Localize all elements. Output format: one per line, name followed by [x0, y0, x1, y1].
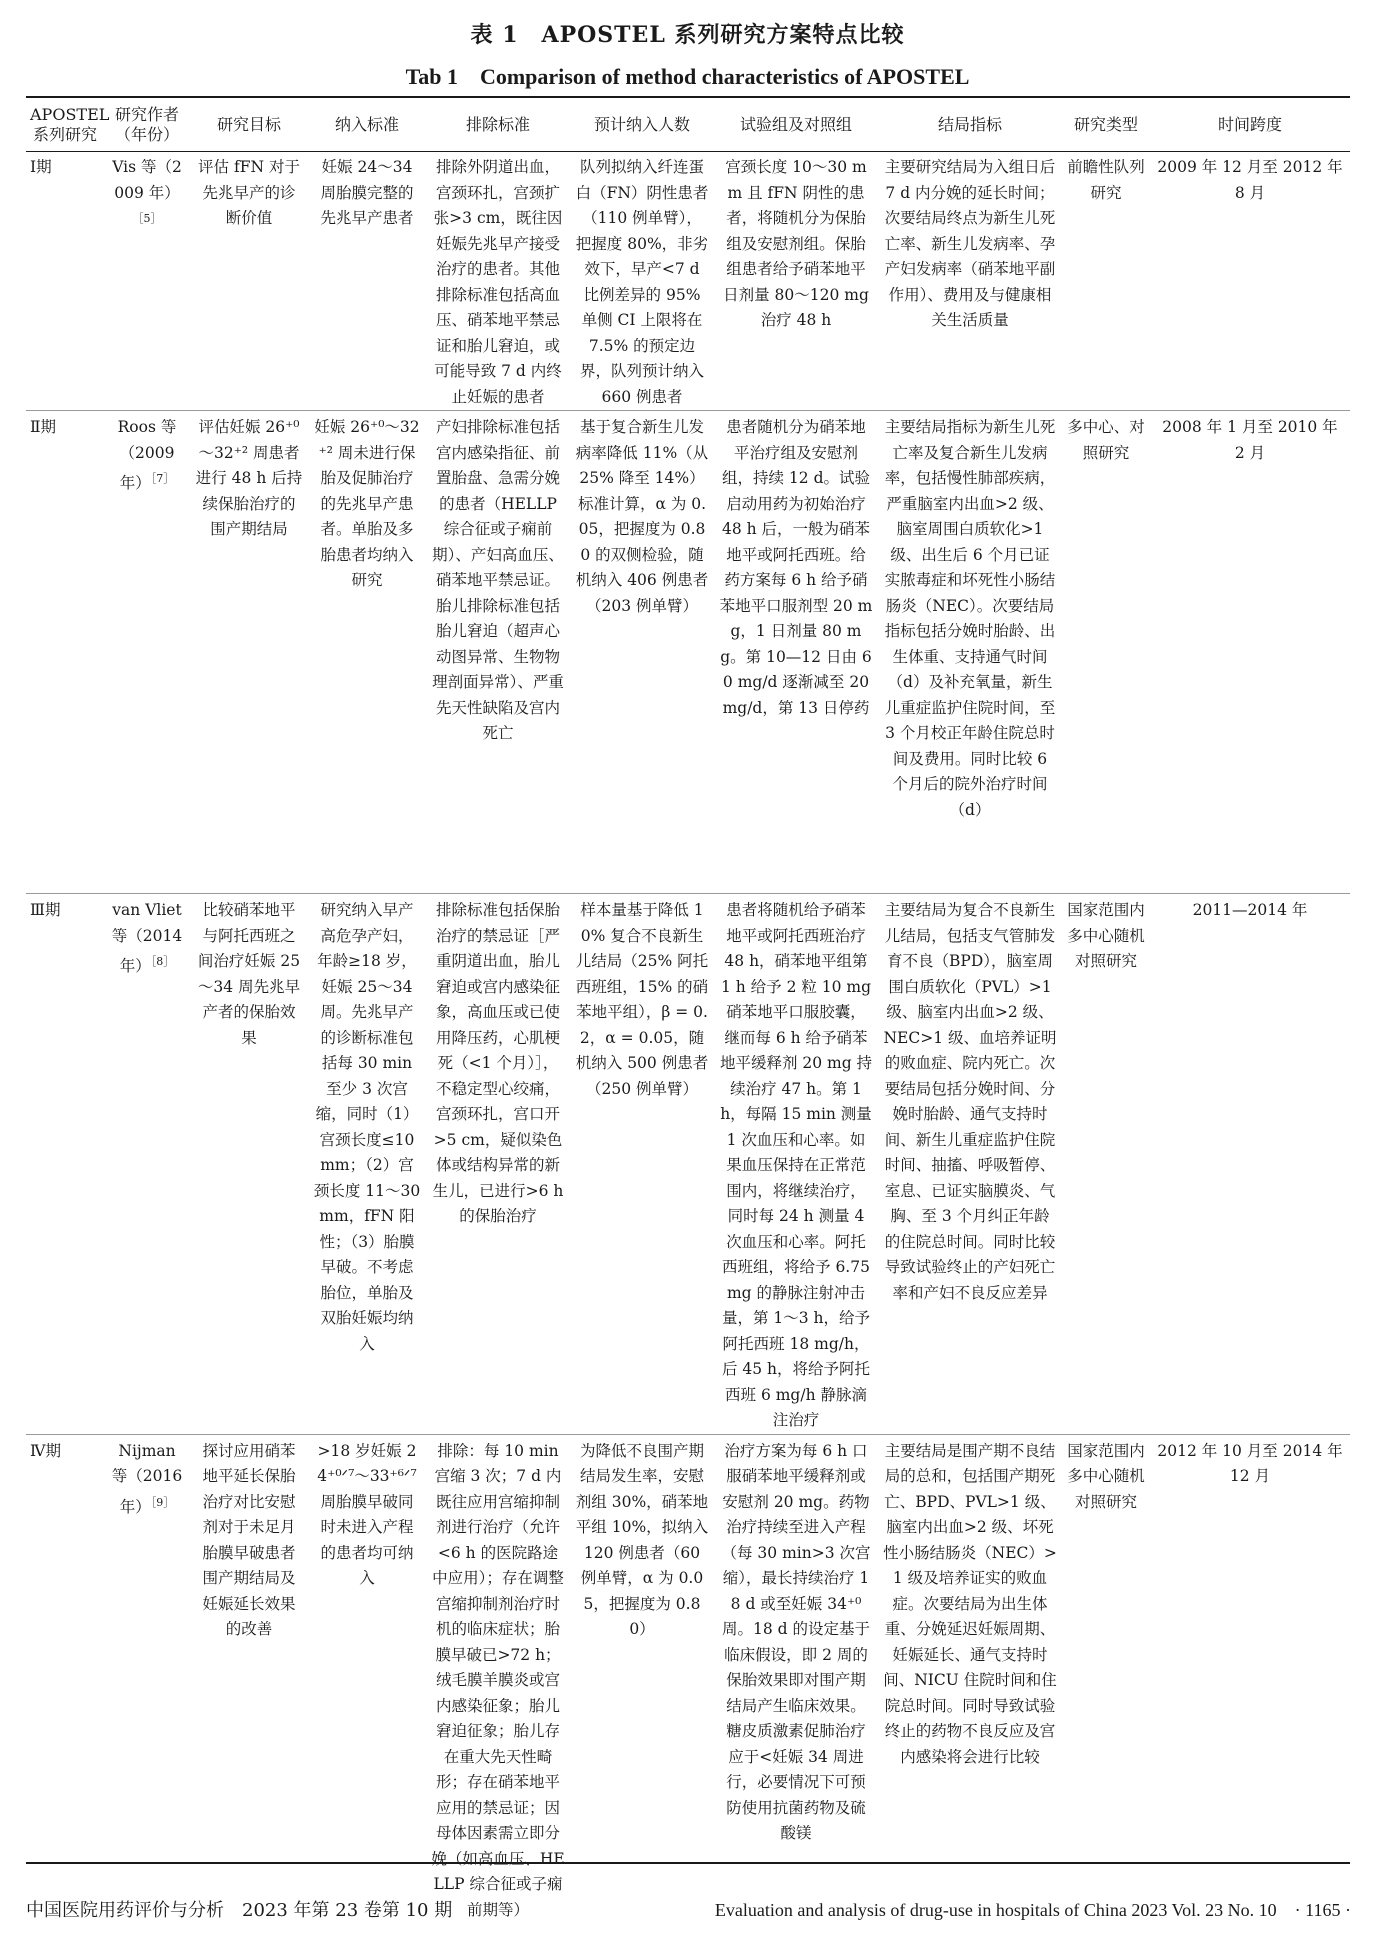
sample-cell: 样本量基于降低 10% 复合不良新生儿结局（25% 阿托西班组，15% 的硝苯地平组），β = 0.2，α = 0.05，随机纳入 500 例患者（250 例单臂） — [570, 894, 714, 1435]
span-cell: 2011—2014 年 — [1150, 894, 1350, 1435]
exclusion-cell: 排除外阴道出血，宫颈环扎，宫颈扩张>3 cm，既往因妊娠先兆早产接受治疗的患者。其他排除标准包括高血压、硝苯地平禁忌证和胎儿窘迫，或可能导致 7 d 内终止妊娠的患者 — [433, 158, 563, 406]
type-cell: 前瞻性队列研究 — [1067, 158, 1145, 202]
table-row — [26, 411, 1350, 894]
sample-cell: 为降低不良围产期结局发生率，安慰剂组 30%，硝苯地平组 10%，拟纳入 120 例患者（60 例单臂，α 为 0.05，把握度为 0.80） — [570, 1434, 714, 1923]
header-sample: 预计纳入人数 — [593, 114, 690, 134]
groups-cell: 治疗方案为每 6 h 口服硝苯地平缓释剂或安慰剂 20 mg。药物治疗持续至进入产程（每 30 min>3 次宫缩），最长持续治疗 18 d 或至妊娠 34⁺⁰ 周。18 d 的设定基于临床假设，即 2 周的保胎效果即对围产期结局产生临床效果。糖皮质激素促肺治疗应于<妊娠 34 周进行，必要情况下可预防使用抗菌药物及硫酸镁 — [714, 1434, 878, 1923]
groups-cell: 患者将随机给予硝苯地平或阿托西班治疗 48 h，硝苯地平组第 1 h 给予 2 粒 10 mg 硝苯地平口服胶囊，继而每 6 h 给予硝苯地平缓释剂 20 mg 持续治疗 47 h。第 1 h，每隔 15 min 测量 1 次血压和心率。如果血压保持在正常范围内，将继续治疗，同时每 24 h 测量 4 次血压和心率。阿托西班组，将给予 6.75 mg 的静脉注射冲击量，第 1～3 h，给予阿托西班 18 mg/h，后 45 h，将给予阿托西班 6 mg/h 静脉滴注治疗 — [714, 894, 878, 1435]
span-cell: 2009 年 12 月至 2012 年 8 月 — [1157, 158, 1343, 202]
header-groups: 试验组及对照组 — [739, 114, 852, 134]
header-exclusion: 排除标准 — [465, 114, 530, 134]
type-cell: 国家范围内多中心随机对照研究 — [1062, 1434, 1150, 1923]
citation-ref: ［9］ — [150, 1495, 175, 1509]
author-cell — [104, 411, 190, 894]
author-name: Vis 等（2009 年） — [112, 158, 182, 202]
exclusion-cell: 排除标准包括保胎治疗的禁忌证［严重阴道出血，胎儿窘迫或宫内感染征象，高血压或已使用降压药，心肌梗死（<1 个月）］，不稳定型心绞痛，宫颈环扎，宫口开>5 cm，疑似染色体或结构异常的新生儿，已进行>6 h 的保胎治疗 — [426, 894, 570, 1435]
table-row — [26, 1434, 1350, 1923]
header-phase: APOSTEL 系列研究 — [30, 104, 110, 144]
goal-cell: 探讨应用硝苯地平延长保胎治疗对比安慰剂对于未足月胎膜早破患者围产期结局及妊娠延长效果的改善 — [190, 1434, 308, 1923]
phase-cell: Ⅲ期 — [26, 894, 104, 1435]
phase-cell: Ⅰ期 — [30, 158, 52, 176]
author-name: van Vliet 等（2014 年） — [111, 901, 183, 976]
comparison-table — [26, 98, 1350, 1923]
table-caption-english: Tab 1 Comparison of method characteristics of APOSTEL — [405, 64, 970, 89]
goal-cell: 比较硝苯地平与阿托西班之间治疗妊娠 25～34 周先兆早产者的保胎效果 — [190, 894, 308, 1435]
journal-footer-chinese: 中国医院用药评价与分析 2023 年第 23 卷第 10 期 — [26, 1900, 453, 1921]
header-goal: 研究目标 — [216, 114, 281, 134]
inclusion-cell: 研究纳入早产高危孕产妇，年龄≥18 岁，妊娠 25～34 周。先兆早产的诊断标准包括每 30 min 至少 3 次宫缩，同时（1）宫颈长度≤10 mm；（2）宫颈长度 11～30 mm，fFN 阳性；（3）胎膜早破。不考虑胎位，单胎及双胎妊娠均纳入 — [308, 894, 426, 1435]
table-caption-chinese: 表 1 APOSTEL 系列研究方案特点比较 — [470, 22, 905, 48]
outcomes-cell: 主要结局指标为新生儿死亡率及复合新生儿发病率，包括慢性肺部疾病，严重脑室内出血>2 级、脑室周围白质软化>1 级、出生后 6 个月已证实脓毒症和坏死性小肠结肠炎（NEC）。次要结局指标包括分娩时胎龄、出生体重、支持通气时间（d）及补充氧量，新生儿重症监护住院时间，至 3 个月校正年龄住院总时间及费用。同时比较 6 个月后的院外治疗时间（d） — [878, 411, 1062, 894]
citation-ref: ［7］ — [150, 472, 175, 485]
table-row — [26, 894, 1350, 1435]
outcomes-cell: 主要结局为复合不良新生儿结局，包括支气管肺发育不良（BPD），脑室周围白质软化（PVL）>1 级、脑室内出血>2 级、NEC>1 级、血培养证明的败血症、院内死亡。次要结局包括分娩时间、分娩时胎龄、通气支持时间、新生儿重症监护住院时间、抽搐、呼吸暂停、室息、已证实脑膜炎、气胸、至 3 个月纠正年龄的住院总时间。同时比较导致试验终止的产妇死亡率和产妇不良反应差异 — [878, 894, 1062, 1435]
inclusion-cell: 妊娠 26⁺⁰～32⁺² 周未进行保胎及促肺治疗的先兆早产患者。单胎及多胎患者均纳入研究 — [308, 411, 426, 894]
groups-cell: 患者随机分为硝苯地平治疗组及安慰剂组，持续 12 d。试验启动用药为初始治疗 48 h 后，一般为硝苯地平或阿托西班。给药方案每 6 h 给予硝苯地平口服剂型 20 mg，1 日剂量 80 mg。第 10—12 日由 60 mg/d 逐渐减至 20 mg/d，第 13 日停药 — [714, 411, 878, 894]
phase-cell: Ⅱ期 — [26, 411, 104, 894]
header-inclusion: 纳入标准 — [334, 114, 399, 134]
goal-cell: 评估 fFN 对于先兆早产的诊断价值 — [198, 158, 300, 227]
exclusion-cell: 排除：每 10 min 宫缩 3 次；7 d 内既往应用宫缩抑制剂进行治疗（允许<6 h 的医院路途中应用）；存在调整宫缩抑制剂治疗时机的临床症状；胎膜早破已>72 h；绒毛膜羊膜炎或宫内感染征象；胎儿窘迫征象；胎儿存在重大先天性畸形；存在硝苯地平应用的禁忌证；因母体因素需立即分娩（如高血压、HELLP 综合征或子痫前期等） — [426, 1434, 570, 1923]
header-row — [26, 98, 1350, 151]
groups-cell: 宫颈长度 10～30 mm 且 fFN 阴性的患者，将随机分为保胎组及安慰剂组。保胎组患者给予硝苯地平日剂量 80～120 mg 治疗 48 h — [723, 158, 869, 329]
phase-cell: Ⅳ期 — [26, 1434, 104, 1923]
header-author: 研究作者（年份） — [114, 104, 179, 144]
author-cell — [104, 1434, 190, 1923]
author-name: Nijman 等（2016 年） — [111, 1441, 183, 1516]
table-row — [26, 151, 1350, 411]
author-cell — [104, 151, 190, 411]
header-type: 研究类型 — [1073, 114, 1138, 134]
citation-ref: ［5］ — [132, 212, 162, 225]
inclusion-cell: >18 岁妊娠 24⁺⁰ᐟ⁷～33⁺⁶ᐟ⁷ 周胎膜早破同时未进入产程的患者均可纳入 — [308, 1434, 426, 1923]
span-cell: 2012 年 10 月至 2014 年 12 月 — [1150, 1434, 1350, 1923]
goal-cell: 评估妊娠 26⁺⁰～32⁺² 周患者进行 48 h 后持续保胎治疗的围产期结局 — [190, 411, 308, 894]
type-cell: 国家范围内多中心随机对照研究 — [1062, 894, 1150, 1435]
header-span: 时间跨度 — [1217, 114, 1282, 134]
header-outcomes: 结局指标 — [937, 114, 1002, 134]
sample-cell: 队列拟纳入纤连蛋白（FN）阴性患者（110 例单臂），把握度 80%，非劣效下，早产<7 d 比例差异的 95% 单侧 CI 上限将在 7.5% 的预定边界，队列预计纳入 660 例患者 — [575, 158, 709, 406]
span-cell: 2008 年 1 月至 2010 年 2 月 — [1150, 411, 1350, 894]
outcomes-cell: 主要研究结局为入组日后 7 d 内分娩的延长时间；次要结局终点为新生儿死亡率、新生儿发病率、孕产妇发病率（硝苯地平副作用）、费用及与健康相关生活质量 — [884, 158, 1056, 329]
outcomes-cell: 主要结局是围产期不良结局的总和，包括围产期死亡、BPD、PVL>1 级、脑室内出血>2 级、坏死性小肠结肠炎（NEC）>1 级及培养证实的败血症。次要结局为出生体重、分娩延迟妊娠周期、妊娠延长、通气支持时间、NICU 住院时间和住院总时间。同时导致试验终止的药物不良反应及宫内感染将会进行比较 — [878, 1434, 1062, 1923]
author-name: Roos 等（2009 年） — [117, 418, 177, 493]
exclusion-cell: 产妇排除标准包括宫内感染指征、前置胎盘、急需分娩的患者（HELLP 综合征或子痫前期）、产妇高血压、硝苯地平禁忌证。胎儿排除标准包括胎儿窘迫（超声心动图异常、生物物理剖面异常）、严重先天性缺陷及宫内死亡 — [426, 411, 570, 894]
journal-footer-english: Evaluation and analysis of drug-use in hospitals of China 2023 Vol. 23 No. 10 · 1165 · — [714, 1900, 1351, 1920]
type-cell: 多中心、对照研究 — [1062, 411, 1150, 894]
citation-ref: ［8］ — [150, 955, 175, 968]
inclusion-cell: 妊娠 24～34 周胎膜完整的先兆早产患者 — [320, 158, 414, 227]
sample-cell: 基于复合新生儿发病率降低 11%（从 25% 降至 14%）标准计算，α 为 0.05，把握度为 0.80 的双侧检验，随机纳入 406 例患者（203 例单臂） — [570, 411, 714, 894]
author-cell — [104, 894, 190, 1435]
